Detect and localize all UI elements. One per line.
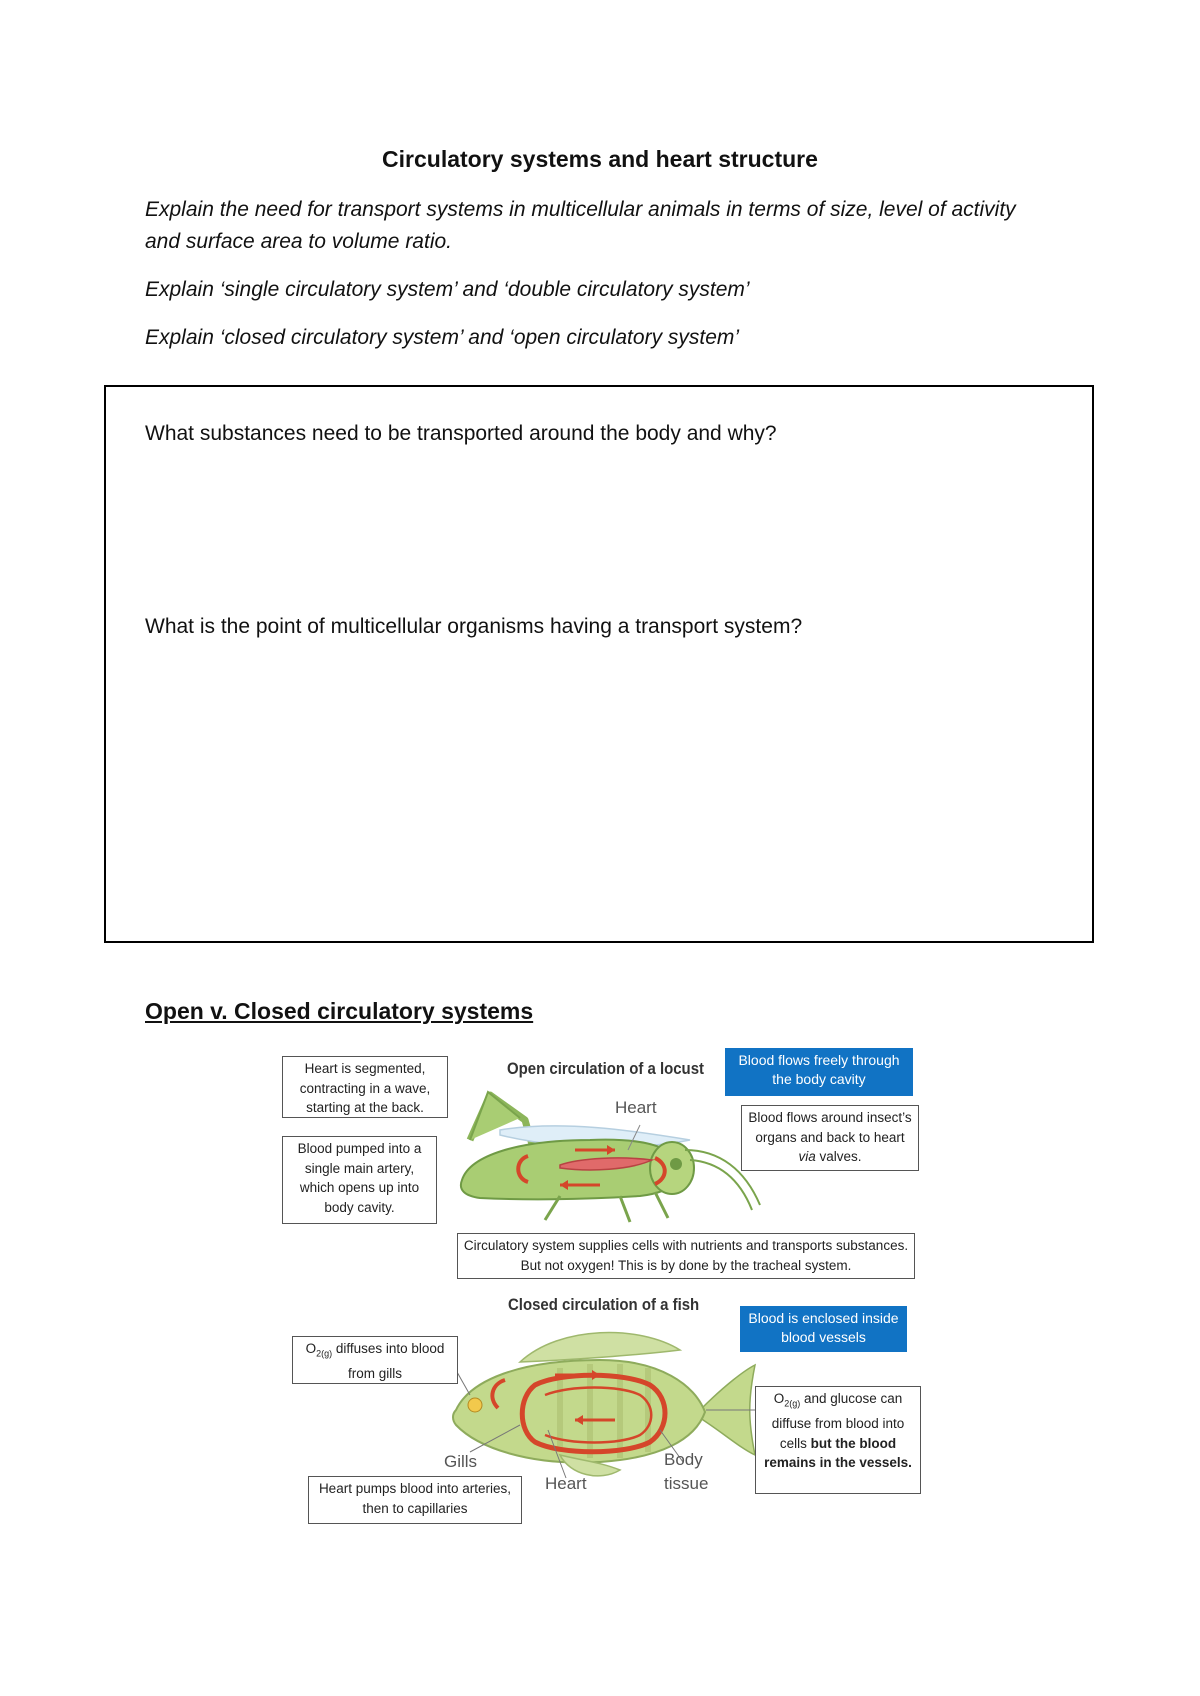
- o2-subscript: 2(g): [316, 1348, 333, 1359]
- note-o2-diffuses: [292, 1336, 458, 1384]
- diffuse-text: and glucose can diffuse from blood into cells: [771, 1391, 905, 1451]
- fish-gills-label: Gills: [444, 1452, 478, 1471]
- note-main-artery: Blood pumped into a single main artery, which opens up into body cavity.: [282, 1136, 437, 1224]
- note-organs-text: Blood flows around insect’s organs and back to heart: [748, 1110, 912, 1145]
- o2-symbol: O: [305, 1341, 317, 1356]
- fish-illustration: [453, 1333, 757, 1478]
- note-organs-italic: via: [798, 1149, 816, 1164]
- diffuse-bold-text: but the blood remains in the vessels.: [764, 1435, 912, 1471]
- objective-2: Explain ‘single circulatory system’ and ‘double circulatory system’: [145, 278, 750, 301]
- fish-body-label: Body: [664, 1450, 703, 1469]
- note-heart-pumps: Heart pumps blood into arteries, then to capillaries: [308, 1476, 522, 1524]
- objective-1: Explain the need for transport systems in multicellular animals in terms of size, level of activity and surface area to volume ratio.: [145, 198, 1016, 253]
- note-heart-segmented: Heart is segmented, contracting in a wave, starting at the back.: [282, 1056, 448, 1118]
- question-2: What is the point of multicellular organisms having a transport system?: [145, 615, 803, 638]
- section-heading: Open v. Closed circulatory systems: [145, 998, 534, 1024]
- note-o2-glucose: [755, 1386, 921, 1494]
- fish-badge: Blood is enclosed inside blood vessels: [740, 1306, 907, 1352]
- fish-heart-label: Heart: [545, 1474, 587, 1493]
- o2-symbol-2: O: [773, 1391, 785, 1406]
- locust-caption: Open circulation of a locust: [507, 1059, 705, 1078]
- fish-tissue-label: tissue: [664, 1474, 709, 1493]
- note-circulatory-supply: Circulatory system supplies cells with nutrients and transports substances. But not oxygen! This is by done by the tracheal system.: [457, 1233, 915, 1279]
- locust-badge: Blood flows freely through the body cavity: [725, 1048, 913, 1096]
- note-blood-flows-around: [741, 1105, 919, 1171]
- o2-text: diffuses into blood from gills: [332, 1341, 445, 1382]
- page-title: Circulatory systems and heart structure: [382, 146, 818, 172]
- locust-heart-label: Heart: [615, 1098, 657, 1117]
- fish-caption: Closed circulation of a fish: [508, 1295, 700, 1314]
- o2-subscript-2: 2(g): [784, 1398, 801, 1409]
- objective-3: Explain ‘closed circulatory system’ and ‘open circulatory system’: [145, 326, 740, 349]
- locust-illustration: [461, 1092, 760, 1222]
- question-1: What substances need to be transported around the body and why?: [145, 422, 777, 445]
- note-organs-end: valves.: [815, 1149, 862, 1164]
